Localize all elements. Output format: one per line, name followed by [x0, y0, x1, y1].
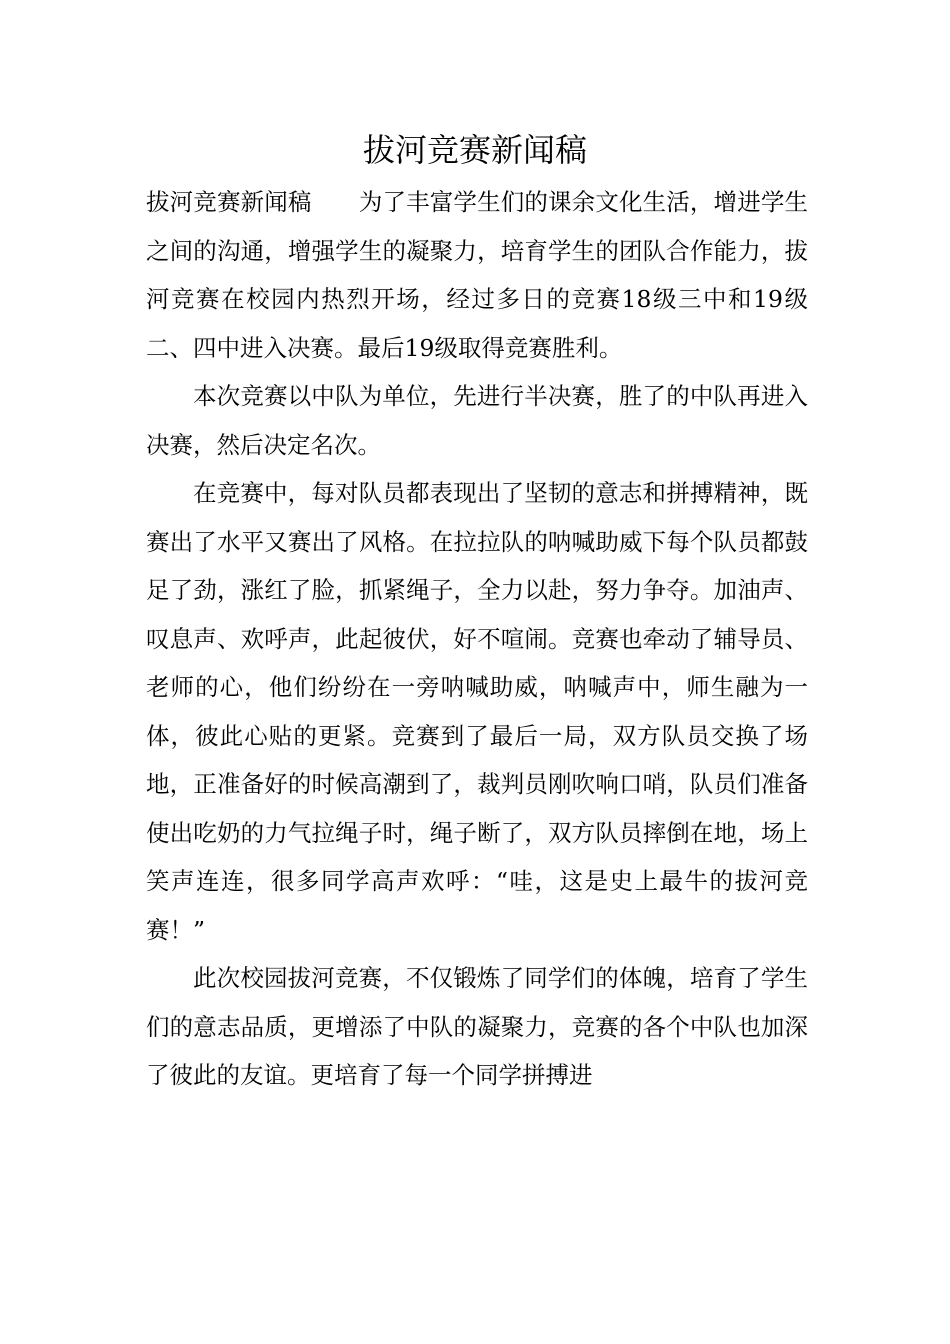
document-body [146, 178, 808, 1100]
paragraph-competition: 在竞赛中，每对队员都表现出了坚韧的意志和拼搏精神，既赛出了水平又赛出了风格。在拉拉队的呐喊助威下每个队员都鼓足了劲，涨红了脸，抓紧绳子，全力以赴，努力争夺。加油声、叹息声、欢呼声，此起彼伏，好不喧闹。竞赛也牵动了辅导员、老师的心，他们纷纷在一旁呐喊助威，呐喊声中，师生融为一体，彼此心贴的更紧。竞赛到了最后一局，双方队员交换了场地，正准备好的时候高潮到了，裁判员刚吹响口哨，队员们准备使出吃奶的力气拉绳子时，绳子断了，双方队员摔倒在地，场上笑声连连，很多同学高声欢呼：“哇，这是史上最牛的拔河竞赛！” [146, 479, 808, 944]
paragraph-summary: 此次校园拔河竞赛，不仅锻炼了同学们的体魄，培育了学生们的意志品质，更增添了中队的凝聚力，竞赛的各个中队也加深了彼此的友谊。更培育了每一个同学拼搏进 [146, 964, 808, 1089]
document-title: 拔河竞赛新闻稿 [362, 131, 587, 169]
paragraph-intro: 拔河竞赛新闻稿 为了丰富学生们的课余文化生活，增进学生之间的沟通，增强学生的凝聚力，培育学生的团队合作能力，拔河竞赛在校园内热烈开场，经过多日的竞赛18级三中和19级二、四中进入决赛。最后19级取得竞赛胜利。 [146, 188, 808, 362]
paragraph-format: 本次竞赛以中队为单位，先进行半决赛，胜了的中队再进入决赛，然后决定名次。 [146, 382, 808, 459]
